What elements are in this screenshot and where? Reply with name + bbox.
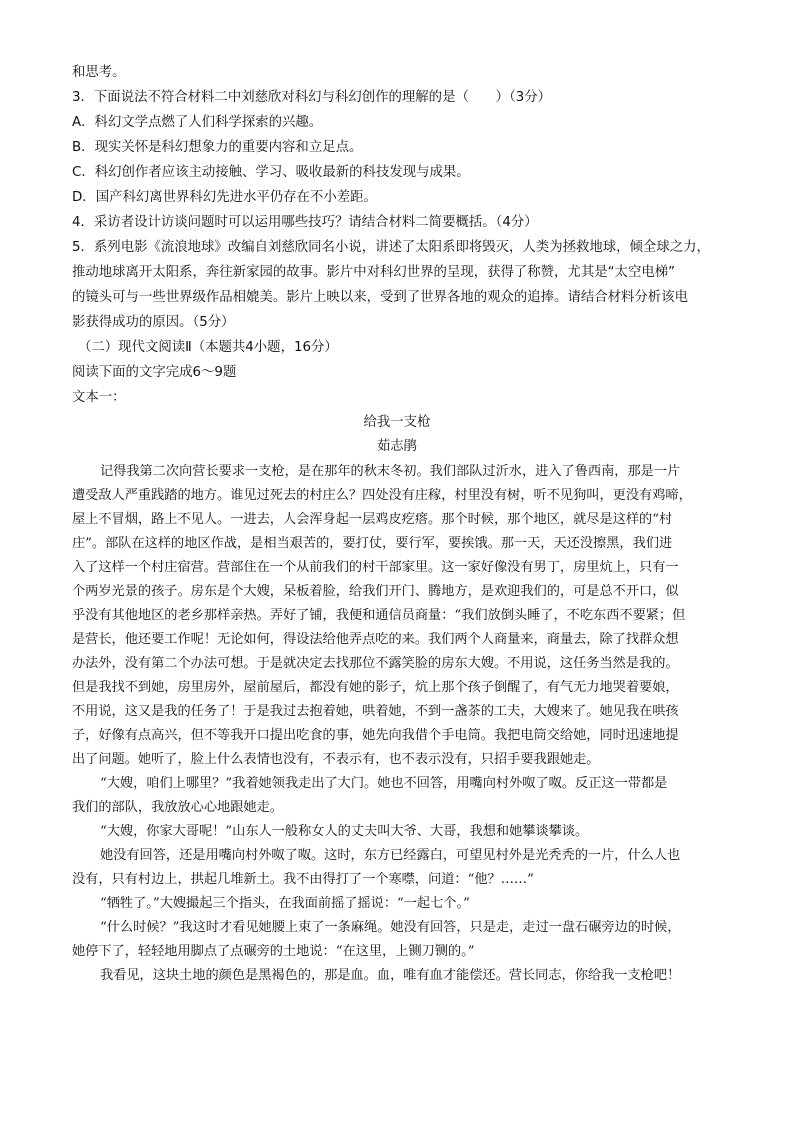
story-line: 子，好像有点高兴，但不等我开口提出吃食的事，她先向我借个手电筒。我把电筒交给她，同时迅速地提: [72, 728, 679, 743]
option-b: B．现实关怀是科幻想象力的重要内容和立足点。: [72, 140, 363, 155]
option-d: D．国产科幻离世界科幻先进水平仍存在不小差距。: [72, 190, 377, 205]
story-line: 屋上不冒烟，路上不见人。一进去，人会浑身起一层鸡皮疙瘩。那个时候，那个地区，就尽是这样的“村: [72, 512, 673, 527]
story-line: 她没有回答，还是用嘴向村外呶了呶。这时，东方已经露白，可望见村外是光秃秃的一片，什么人也: [100, 848, 681, 863]
story-line: 是营长，他还要工作呢！无论如何，得设法给他弄点吃的来。我们两个人商量来，商量去，除了找群众想: [72, 632, 679, 647]
story-line: 庄”。部队在这样的地区作战，是相当艰苦的，要打仗，要行军，要挨饿。那一天，天还没擦黑，我们进: [72, 536, 673, 551]
question-3: 3．下面说法不符合材料二中刘慈欣对科幻与科幻创作的理解的是（ ）（3分）: [72, 90, 552, 105]
story-line: 我们的部队，我放放心心地跟她走。: [72, 800, 283, 815]
question-4: 4．采访者设计访谈问题时可以运用哪些技巧？请结合材料二简要概括。（4分）: [72, 215, 538, 230]
story-line: 个两岁光景的孩子。房东是个大嫂，呆板着脸，给我们开门、腾地方，是欢迎我们的，可是总不开口，似: [72, 584, 679, 599]
story-line: 办法外，没有第二个办法可想。于是就决定去找那位不露笑脸的房东大嫂。不用说，这任务当然是我的。: [72, 656, 679, 671]
story-line: 遭受敌人严重践踏的地方。谁见过死去的村庄么？四处没有庄稼，村里没有树，听不见狗叫，更没有鸡啼，: [72, 488, 692, 503]
story-line: 我看见，这块土地的颜色是黑褐色的，那是血。血，唯有血才能偿还。营长同志，你给我一支枪吧！: [100, 968, 681, 983]
story-title: 给我一支枪: [363, 415, 431, 430]
story-author: 茹志鹃: [376, 439, 418, 454]
option-c: C．科幻创作者应该主动接触、学习、吸收最新的科技发现与成果。: [72, 165, 470, 180]
story-line: 不用说，这又是我的任务了！于是我过去抱着她，哄着她，不到一盏茶的工夫，大嫂来了。她见我在哄孩: [72, 704, 679, 719]
section-instruction: 阅读下面的文字完成6～9题: [72, 365, 237, 380]
story-line: 但是我找不到她，房里房外，屋前屋后，都没有她的影子，炕上那个孩子倒醒了，有气无力地哭着要娘，: [72, 680, 679, 695]
story-line: “大嫂，你家大哥呢！”山东人一般称女人的丈夫叫大爷、大哥，我想和她攀谈攀谈。: [100, 824, 589, 839]
option-a: A．科幻文学点燃了人们科学探索的兴趣。: [72, 115, 323, 130]
story-line: 没有，只有村边上，拱起几堆新土。我不由得打了一个寒噤，问道：“他？……”: [72, 872, 534, 887]
text-label: 文本一：: [72, 390, 126, 405]
story-line: 乎没有其他地区的老乡那样亲热。弄好了铺，我便和通信员商量：“我们放倒头睡了，不吃东西不要紧；但: [72, 608, 686, 623]
question-5-line-2: 推动地球离开太阳系，奔往新家园的故事。影片中对科幻世界的呈现，获得了称赞，尤其是“太空电梯”: [72, 265, 676, 280]
story-line: “什么时候？”我这时才看见她腰上束了一条麻绳。她没有回答，只是走，走过一盘石碾旁边的时候，: [100, 920, 681, 935]
section-heading: （二）现代文阅读Ⅱ（本题共4小题，16分）: [78, 340, 338, 355]
story-line: 她停下了，轻轻地用脚点了点碾旁的土地说：“在这里，上铡刀铡的。”: [72, 944, 475, 959]
question-5-line-1: 5．系列电影《流浪地球》改编自刘慈欣同名小说，讲述了太阳系即将毁灭，人类为拯救地球，倾全球之力，: [72, 240, 710, 255]
story-line: 出了问题。她听了，脸上什么表情也没有，不表示有，也不表示没有，只招手要我跟她走。: [72, 752, 600, 767]
story-line: 入了这样一个村庄宿营。营部住在一个从前我们的村干部家里。这一家好像没有男丁，房里炕上，只有一: [72, 560, 679, 575]
story-line: “牺牲了。”大嫂撮起三个指头，在我面前摇了摇说：“一起七个。”: [100, 896, 470, 911]
story-line: “大嫂，咱们上哪里？”我着她领我走出了大门。她也不回答，用嘴向村外呶了呶。反正这一带都是: [100, 776, 668, 791]
intro-tail: 和思考。: [72, 65, 126, 80]
story-line: 记得我第二次向营长要求一支枪，是在那年的秋末冬初。我们部队过沂水，进入了鲁西南，那是一片: [100, 464, 681, 479]
question-5-line-4: 影获得成功的原因。（5分）: [72, 315, 235, 330]
question-5-line-3: 的镜头可与一些世界级作品相媲美。影片上映以来，受到了世界各地的观众的追捧。请结合材料分析该电: [72, 290, 688, 305]
